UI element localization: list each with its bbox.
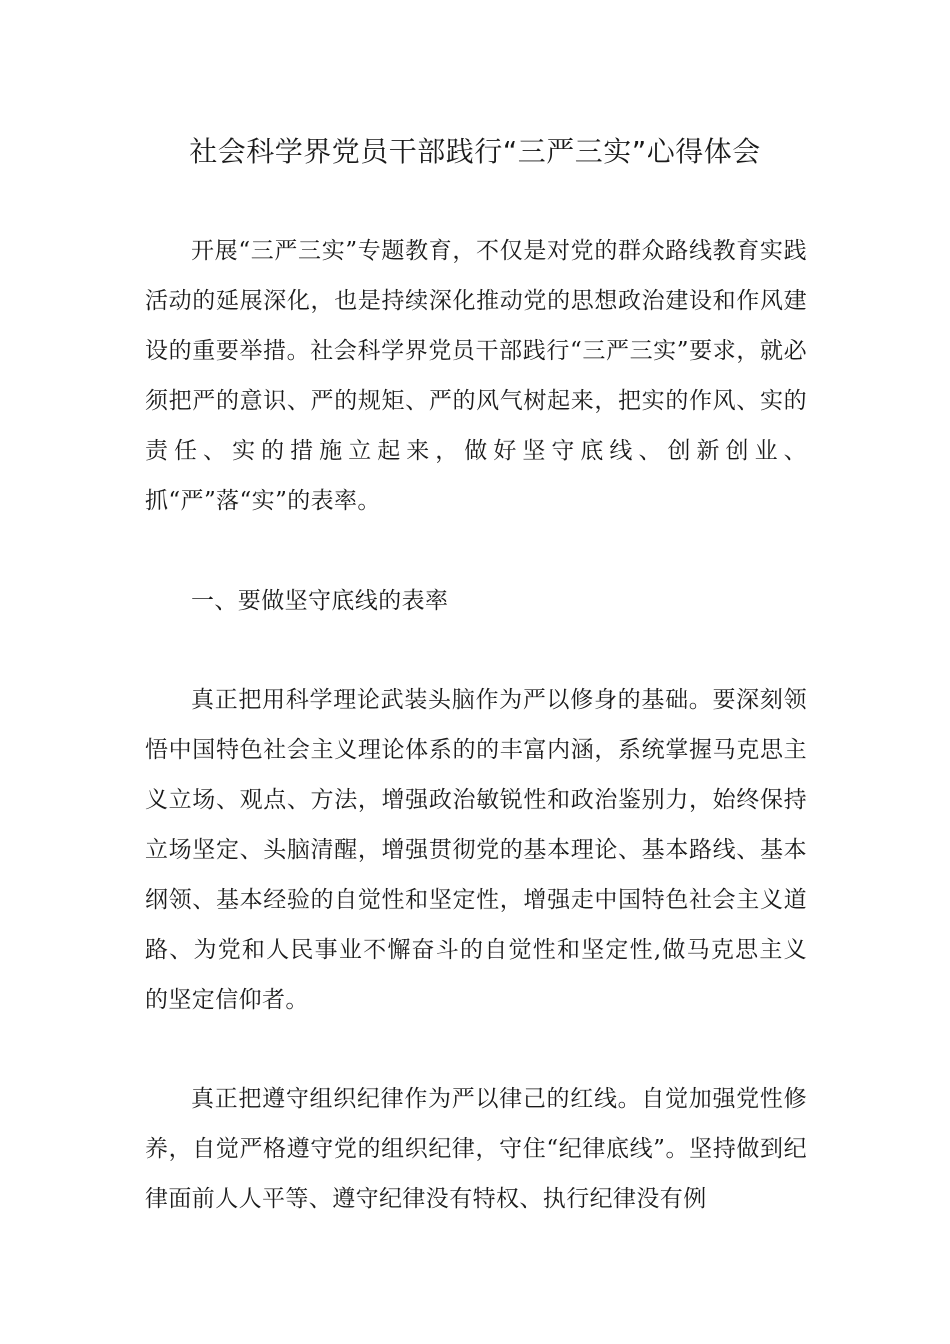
document-title: 社会科学界党员干部践行“三严三实”心得体会 <box>189 135 761 168</box>
body-paragraph: 真正把用科学理论武装头脑作为严以修身的基础。要深刻领悟中国特色社会主义理论体系的的丰富内涵，系统掌握马克思主义立场、观点、方法，增强政治敏锐性和政治鉴别力，始终保持立场坚定、头脑清醒，增强贯彻党的基本理论、基本路线、基本纲领、基本经验的自觉性和坚定性，增强走中国特色社会主义道路、为党和人民事业不懈奋斗的自觉性和坚定性,做马克思主义的坚定信仰者。 <box>145 687 807 1013</box>
intro-paragraph: 开展“三严三实”专题教育，不仅是对党的群众路线教育实践活动的延展深化，也是持续深化推动党的思想政治建设和作风建设的重要举措。社会科学界党员干部践行“三严三实”要求，就必须把严的意识、严的规矩、严的风气树起来，把实的作风、实的责任、实的措施立起来，做好坚守底线、创新创业、抓“严”落“实”的表率。 <box>145 238 807 514</box>
body-paragraph: 真正把遵守组织纪律作为严以律己的红线。自觉加强党性修养，自觉严格遵守党的组织纪律，守住“纪律底线”。坚持做到纪律面前人人平等、遵守纪律没有特权、执行纪律没有例 <box>145 1086 807 1212</box>
section-heading: 一、要做坚守底线的表率 <box>191 588 449 614</box>
